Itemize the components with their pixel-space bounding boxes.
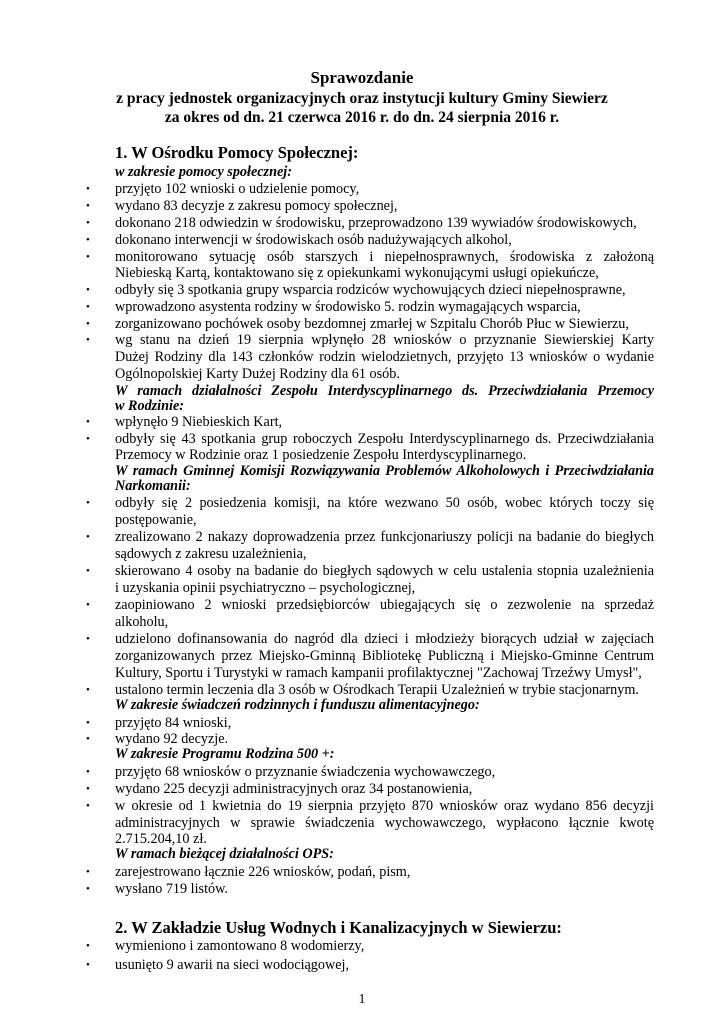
list-item-continuation: Dużej Rodziny dla 143 członków rodzin wielodzietnych, przyjęto 13 wniosków o wydanie: [115, 349, 654, 366]
list-item: usunięto 9 awarii na sieci wodociągowej,: [115, 957, 350, 973]
list-item: dokonano interwencji w środowiskach osób nadużywających alkohol,: [115, 231, 512, 248]
list-item-continuation: sądowych z zakresu uzależnienia,: [115, 546, 307, 563]
bullet-icon: •: [86, 883, 90, 895]
section-1-heading: 1. W Ośrodku Pomocy Społecznej:: [115, 143, 359, 162]
page-number: 1: [358, 992, 366, 1007]
document-period: za okres od dn. 21 czerwca 2016 r. do dn. 24 sierpnia 2016 r.: [164, 109, 560, 126]
bullet-icon: •: [86, 216, 90, 229]
list-item: zorganizowano pochówek osoby bezdomnej zmarłej w Szpitalu Chorób Płuc w Siewierzu,: [115, 315, 629, 332]
list-item: wprowadzono asystenta rodziny w środowisko 5. rodzin wymagających wsparcia,: [115, 298, 581, 315]
list-item: wg stanu na dzień 19 sierpnia wpłynęło 28 wniosków o przyznanie Siewierskiej Karty: [115, 332, 654, 349]
list-item-continuation: i uzyskania opinii psychiatryczno – psychologicznej,: [115, 580, 416, 596]
list-item: ustalono termin leczenia dla 3 osób w Ośrodkach Terapii Uzależnień w trybie stacjonarnym.: [115, 681, 639, 698]
document-subtitle: z pracy jednostek organizacyjnych oraz instytucji kultury Gminy Siewierz: [116, 90, 608, 107]
subsection-ops-activity: W ramach bieżącej działalności OPS:: [115, 846, 334, 863]
subsection-alcohol-commission-cont: Narkomanii:: [115, 478, 191, 495]
subsection-family-benefits: W zakresie świadczeń rodzinnych i funduszu alimentacyjnego:: [115, 696, 480, 713]
list-item: w okresie od 1 kwietnia do 19 sierpnia przyjęto 870 wniosków oraz wydano 856 decyzji: [115, 798, 654, 815]
list-item: monitorowano sytuację osób starszych i niepełnosprawnych, środowiska z założoną: [115, 248, 654, 265]
bullet-icon: •: [86, 416, 90, 429]
bullet-icon: •: [86, 317, 90, 330]
list-item: zaopiniowano 2 wnioski przedsiębiorców ubiegających się o zezwolenie na sprzedaż: [115, 596, 654, 613]
list-item: wysłano 719 listów.: [115, 881, 228, 897]
bullet-icon: •: [86, 199, 90, 212]
bullet-icon: •: [86, 598, 90, 611]
bullet-icon: •: [86, 283, 90, 296]
bullet-icon: •: [86, 733, 90, 746]
list-item-continuation: Ogólnopolskiej Karty Dużej Rodziny dla 61 osób.: [115, 366, 400, 383]
bullet-icon: •: [86, 334, 90, 347]
bullet-icon: •: [86, 783, 90, 796]
list-item: zarejestrowano łącznie 226 wniosków, podań, pism,: [115, 864, 411, 881]
subsection-rodzina-500: W zakresie Programu Rodzina 500 +:: [115, 746, 335, 763]
bullet-icon: •: [86, 250, 90, 263]
subsection-social-assistance: w zakresie pomocy społecznej:: [115, 164, 292, 180]
list-item: odbyły się 3 spotkania grupy wsparcia rodziców wychowujących dzieci niepełnosprawne,: [115, 281, 626, 298]
list-item-continuation: administracyjnych w sprawie świadczenia wychowawczego, wypłacono łącznie kwotę: [115, 815, 654, 832]
list-item: wpłynęło 9 Niebieskich Kart,: [115, 414, 283, 431]
list-item: dokonano 218 odwiedzin w środowisku, przeprowadzono 139 wywiadów środowiskowych,: [115, 214, 637, 231]
list-item-continuation: Niebieską Kartą, kontaktowano się z opiekunkami wykonującymi usługi opiekuńcze,: [115, 264, 599, 281]
subsection-interdisciplinary-team-cont: w Rodzinie:: [115, 398, 184, 415]
bullet-icon: •: [86, 940, 90, 952]
list-item: wydano 225 decyzji administracyjnych oraz 34 postanowienia,: [115, 781, 473, 798]
list-item: wymieniono i zamontowano 8 wodomierzy,: [115, 938, 365, 954]
list-item-continuation: Przemocy w Rodzinie oraz 1 posiedzenie Zespołu Interdyscyplinarnego.: [115, 447, 527, 464]
list-item-continuation: Kultury, Sportu i Turystyki w ramach kampanii profilaktycznej "Zachowaj Trzeźwy Umysł",: [115, 664, 642, 681]
bullet-icon: •: [86, 531, 90, 544]
list-item: skierowano 4 osoby na badanie do biegłych sądowych w celu ustalenia stopnia uzależnienia: [115, 563, 654, 580]
list-item: wydano 92 decyzje.: [115, 731, 229, 748]
list-item: odbyły się 2 posiedzenia komisji, na które wezwano 50 osób, wobec których toczy się: [115, 495, 654, 512]
list-item: udzielono dofinansowania do nagród dla dzieci i młodzieży biorących udział w zajęciach: [115, 630, 654, 647]
list-item-continuation: 2.715.204,10 zł.: [115, 831, 207, 848]
list-item: przyjęto 84 wnioski,: [115, 714, 232, 731]
bullet-icon: •: [86, 632, 90, 645]
bullet-icon: •: [86, 716, 90, 729]
bullet-icon: •: [86, 233, 90, 246]
list-item-continuation: postępowanie,: [115, 512, 197, 529]
list-item: zrealizowano 2 nakazy doprowadzenia przez funkcjonariuszy policji na badanie do biegłych: [115, 529, 654, 546]
list-item: przyjęto 102 wnioski o udzielenie pomocy,: [115, 181, 360, 197]
bullet-icon: •: [86, 300, 90, 313]
bullet-icon: •: [86, 866, 90, 879]
list-item: odbyły się 43 spotkania grup roboczych Zespołu Interdyscyplinarnego ds. Przeciwdziałania: [115, 431, 654, 448]
bullet-icon: •: [86, 565, 90, 578]
list-item: przyjęto 68 wniosków o przyznanie świadczenia wychowawczego,: [115, 764, 496, 781]
bullet-icon: •: [86, 183, 90, 195]
bullet-icon: •: [86, 683, 90, 696]
bullet-icon: •: [86, 766, 90, 779]
subsection-alcohol-commission: W ramach Gminnej Komisji Rozwiązywania Problemów Alkoholowych i Przeciwdziałania: [115, 463, 654, 480]
subsection-interdisciplinary-team: W ramach działalności Zespołu Interdyscyplinarnego ds. Przeciwdziałania Przemocy: [115, 383, 654, 400]
list-item-continuation: zorganizowanych przez Miejsko-Gminną Bibliotekę Publiczną i Miejsko-Gminne Centrum: [115, 647, 654, 664]
list-item-continuation: alkoholu,: [115, 613, 169, 630]
document-title: Sprawozdanie: [310, 68, 414, 87]
bullet-icon: •: [86, 497, 90, 510]
bullet-icon: •: [86, 959, 90, 971]
bullet-icon: •: [86, 433, 90, 446]
section-2-heading: 2. W Zakładzie Usług Wodnych i Kanalizacyjnych w Siewierzu:: [115, 918, 562, 937]
list-item: wydano 83 decyzje z zakresu pomocy społecznej,: [115, 197, 398, 214]
bullet-icon: •: [86, 800, 90, 813]
